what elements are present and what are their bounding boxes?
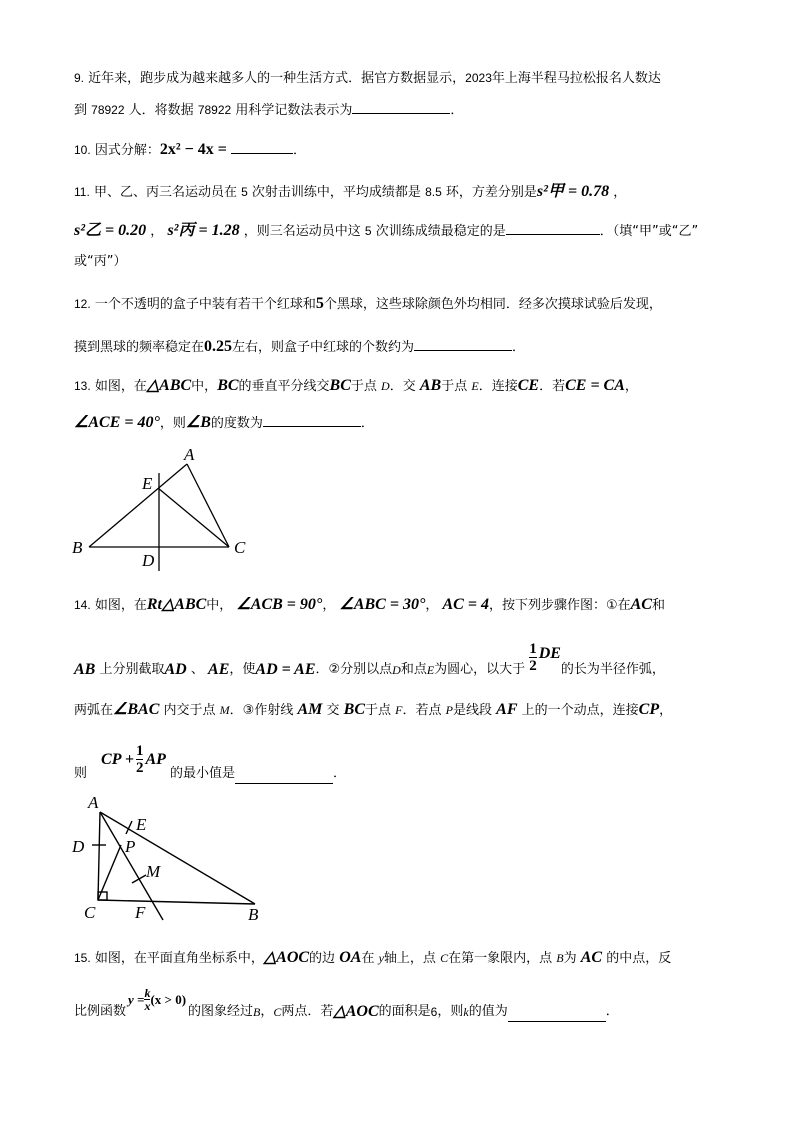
q14-expr-ap: AP [145, 750, 166, 768]
q15-text: 如图，在平面直角坐标系中， [94, 951, 264, 966]
q14-ae: AE [208, 661, 230, 678]
q15-text: 的面积是 [378, 1004, 431, 1019]
q11-text: ，则三名运动员中这 [243, 224, 361, 239]
q15-func-y: y = [128, 991, 145, 1007]
q9-text: 到 [74, 103, 88, 118]
q13-condition: CE = CA [565, 377, 625, 394]
q15-k: k [463, 1005, 469, 1019]
q15-point-c: C [440, 951, 449, 965]
q14-point-m: M [219, 703, 230, 717]
q15-text: ， [260, 1004, 274, 1019]
q14-text: 为圆心，以大于 [434, 662, 526, 677]
q11-line2 [74, 220, 698, 242]
q13-text: 于点 [350, 379, 377, 394]
q14-angle-bac: ∠BAC [113, 701, 160, 718]
q13-line2 [74, 412, 374, 434]
q15-answer-blank[interactable] [508, 1007, 606, 1022]
q13-text: 的度数为 [210, 416, 263, 431]
q14-point-d: D [392, 663, 401, 677]
q14-comma: ， [425, 598, 439, 613]
q11-comma: ， [150, 224, 164, 239]
q9-line1 [74, 68, 661, 89]
q14-de: DE [538, 645, 561, 662]
q11-variance-bing: s²丙 = 1.28 [167, 222, 240, 239]
q14-line4 [74, 738, 346, 784]
q14-text: 上的一个动点，连接 [521, 703, 639, 718]
q13-bc: BC [329, 377, 351, 394]
q9-year: 2023 [465, 71, 492, 85]
q13-line1 [74, 376, 638, 397]
q13-triangle-figure [60, 435, 280, 575]
q14-label-m: M [146, 862, 161, 881]
q14-rt-triangle: Rt△ABC [146, 596, 207, 613]
q15-point-b: B [556, 951, 564, 965]
q13-answer-blank[interactable] [263, 412, 361, 427]
q11-times: 5 [364, 224, 372, 238]
q14-text: ， [659, 703, 673, 718]
q11-line1 [74, 182, 626, 203]
q13-ce: CE [517, 377, 540, 394]
q14-label-b: B [248, 905, 259, 924]
q13-text: ．若 [539, 379, 566, 394]
fraction-numerator: 1 [135, 743, 144, 759]
q15-text: 为 [563, 951, 577, 966]
q15-text: 的图象经过 [188, 1004, 254, 1019]
q9-value: 78922 [197, 103, 232, 117]
q12-text: 左右，则盒子中红球的个数约为 [232, 340, 415, 355]
q13-label-b: B [72, 538, 83, 557]
q14-text: 、 [190, 662, 204, 677]
q9-number: 9. [74, 71, 85, 85]
q13-ab: AB [419, 377, 442, 394]
q13-text: 如图，在 [94, 379, 147, 394]
q14-text: 内交于点 [163, 703, 216, 718]
q13-text: ，则 [159, 416, 186, 431]
q14-am: AM [297, 701, 323, 718]
q10-answer-blank[interactable] [231, 139, 293, 154]
q15-text: ，则 [437, 1004, 464, 1019]
q14-comma: ， [322, 598, 336, 613]
q9-value: 78922 [91, 103, 125, 117]
q11-answer-blank[interactable] [506, 220, 600, 235]
q14-text: 上分别截取 [99, 662, 165, 677]
q14-text: 是线段 [453, 703, 493, 718]
q11-text: 次训练成绩最稳定的是 [375, 224, 506, 239]
q10-line [74, 139, 306, 161]
q10-end: ． [293, 143, 307, 158]
q13-label-c: C [234, 538, 246, 557]
q14-line1 [74, 595, 665, 616]
q12-line1 [74, 294, 662, 315]
q15-text: 的中点，反 [606, 951, 672, 966]
q13-angle-ace: ∠ACE = 40° [74, 414, 160, 431]
q9-end: ． [450, 103, 464, 118]
q9-text-b: 年上海半程马拉松报名人数达 [491, 71, 661, 86]
q14-end: ． [332, 766, 346, 781]
q9-text: 人．将数据 [128, 103, 194, 118]
fraction-denominator: 2 [135, 760, 144, 776]
q14-expr-fraction [136, 743, 144, 776]
q14-bc: BC [343, 701, 366, 718]
q14-text: ，按下列步骤作图：①在 [488, 598, 631, 613]
q13-point-e: E [471, 379, 479, 393]
q12-text: 摸到黑球的频率稳定在 [74, 340, 205, 355]
q10-number: 10. [74, 143, 91, 157]
q14-label-f: F [135, 903, 146, 922]
fraction-denominator: 2 [529, 658, 537, 674]
q12-answer-blank[interactable] [414, 336, 512, 351]
q13-text: 的垂直平分线交 [238, 379, 330, 394]
q15-area: 6 [430, 1005, 438, 1019]
fraction-denominator: x [144, 999, 151, 1013]
q12-text: 一个不透明的盒子中装有若干个红球和 [94, 297, 316, 312]
q14-angle-acb: ∠ACB = 90° [236, 596, 323, 613]
q15-number: 15. [74, 951, 91, 965]
q14-text: 和点 [400, 662, 427, 677]
q13-number: 13. [74, 379, 91, 393]
q15-text: 的边 [309, 951, 336, 966]
q15-y-axis: y [378, 951, 384, 965]
q11-variance-yi: s²乙 = 0.20 [74, 222, 147, 239]
q12-end: ． [512, 340, 526, 355]
q15-end: ． [605, 1004, 619, 1019]
q14-angle-abc: ∠ABC = 30° [339, 596, 426, 613]
q14-ac-length: AC = 4 [442, 596, 489, 613]
q15-function [128, 987, 186, 1012]
q14-label-c: C [84, 903, 96, 922]
q14-ac: AC [630, 596, 652, 613]
q11-variance-jia: s²甲 = 0.78 [536, 183, 610, 200]
q13-text: 于点 [441, 379, 468, 394]
q14-label-e: E [136, 815, 147, 834]
q14-text: 的长为半径作弧， [560, 662, 665, 677]
q13-triangle: △ABC [146, 377, 192, 394]
q13-text: ．连接 [478, 379, 518, 394]
q14-label-d: D [72, 837, 85, 856]
q14-text: ．②分别以点 [315, 662, 393, 677]
q14-point-p: P [445, 703, 454, 717]
q11-text: ．（填“甲”或“乙” [599, 224, 699, 239]
q14-point-e: E [426, 663, 435, 677]
q14-text: 于点 [365, 703, 392, 718]
q14-line3 [74, 700, 672, 721]
q15-text: 轴上，点 [383, 951, 436, 966]
q13-point-d: D [381, 379, 390, 393]
q15-triangle: △AOC [333, 1003, 379, 1020]
q11-times: 5 [241, 185, 248, 199]
q12-number: 12. [74, 297, 91, 311]
q12-text: 个黑球，这些球除颜色外均相同．经多次摸球试验后发现， [323, 297, 662, 312]
q14-text: 交 [326, 703, 340, 718]
q13-end: ． [360, 416, 374, 431]
q14-expr-cp: CP + [101, 750, 134, 768]
q9-answer-blank[interactable] [352, 99, 450, 114]
q14-text: 的最小值是 [169, 766, 235, 781]
q13-label-d: D [142, 551, 155, 570]
q12-black-count: 5 [315, 295, 324, 312]
q11-comma: ， [613, 185, 627, 200]
q13-label-a: A [184, 445, 195, 464]
q14-half-fraction [529, 641, 537, 674]
q14-text: ，使 [229, 662, 256, 677]
q11-text: 环，方差分别是 [445, 185, 537, 200]
q15-text: 的值为 [468, 1004, 508, 1019]
q15-line2 [74, 986, 619, 1022]
q14-text: 两弧在 [74, 703, 114, 718]
q11-number: 11. [74, 185, 90, 199]
q11-average: 8.5 [425, 185, 442, 199]
q15-triangle: △AOC [263, 949, 310, 966]
q14-text: 和 [651, 598, 665, 613]
q15-text: 两点．若 [281, 1004, 334, 1019]
q14-text: 如图，在 [94, 598, 147, 613]
q14-expression [101, 743, 166, 776]
q15-point-c: C [273, 1005, 282, 1019]
q15-text: 在第一象限内，点 [448, 951, 553, 966]
q13-text: 中， [191, 379, 218, 394]
q12-line2 [74, 336, 525, 358]
q14-answer-blank[interactable] [235, 769, 333, 784]
q15-text: 在 [361, 951, 375, 966]
q14-text: 中， [206, 598, 233, 613]
fraction-numerator: 1 [529, 641, 537, 657]
q14-number: 14. [74, 598, 91, 612]
q15-oa: OA [339, 949, 362, 966]
q15-point-b: B [253, 1005, 261, 1019]
q14-ad-eq-ae: AD = AE [255, 661, 316, 678]
q13-angle-b: ∠B [185, 414, 211, 431]
q12-frequency: 0.25 [204, 338, 233, 355]
q13-bc: BC [217, 377, 239, 394]
q9-text: 近年来，跑步成为越来越多人的一种生活方式．据官方数据显示， [88, 71, 466, 86]
q15-ac: AC [580, 949, 603, 966]
q14-line2 [74, 640, 665, 680]
q10-text: 因式分解： [94, 143, 160, 158]
fraction-numerator: k [144, 986, 151, 1000]
q13-text: ．交 [389, 379, 416, 394]
q15-line1 [74, 948, 671, 969]
q11-text: 甲、乙、丙三名运动员在 [93, 185, 237, 200]
q9-line2 [74, 99, 463, 121]
q11-text: 次射击训练中，平均成绩都是 [251, 185, 421, 200]
q13-label-e: E [142, 474, 153, 493]
q14-ab: AB [74, 661, 96, 678]
q14-text: 则 [74, 766, 88, 781]
q14-text: ．③作射线 [229, 703, 294, 718]
q14-label-p: P [125, 837, 136, 856]
q14-triangle-figure [60, 790, 280, 930]
q9-text: 用科学记数法表示为 [235, 103, 353, 118]
q11-text: 或“丙”） [74, 254, 127, 269]
q14-ad: AD [164, 661, 187, 678]
q14-point-f: F [395, 703, 403, 717]
q10-expression: 2x² − 4x = [159, 141, 227, 158]
q14-cp: CP [638, 701, 660, 718]
q15-text: 比例函数 [74, 1004, 127, 1019]
q14-text: ．若点 [402, 703, 442, 718]
q14-af: AF [496, 701, 518, 718]
q11-line3 [74, 252, 126, 272]
q14-label-a: A [88, 793, 99, 812]
q15-func-condition: (x > 0) [150, 991, 187, 1007]
q13-comma: ， [624, 379, 638, 394]
